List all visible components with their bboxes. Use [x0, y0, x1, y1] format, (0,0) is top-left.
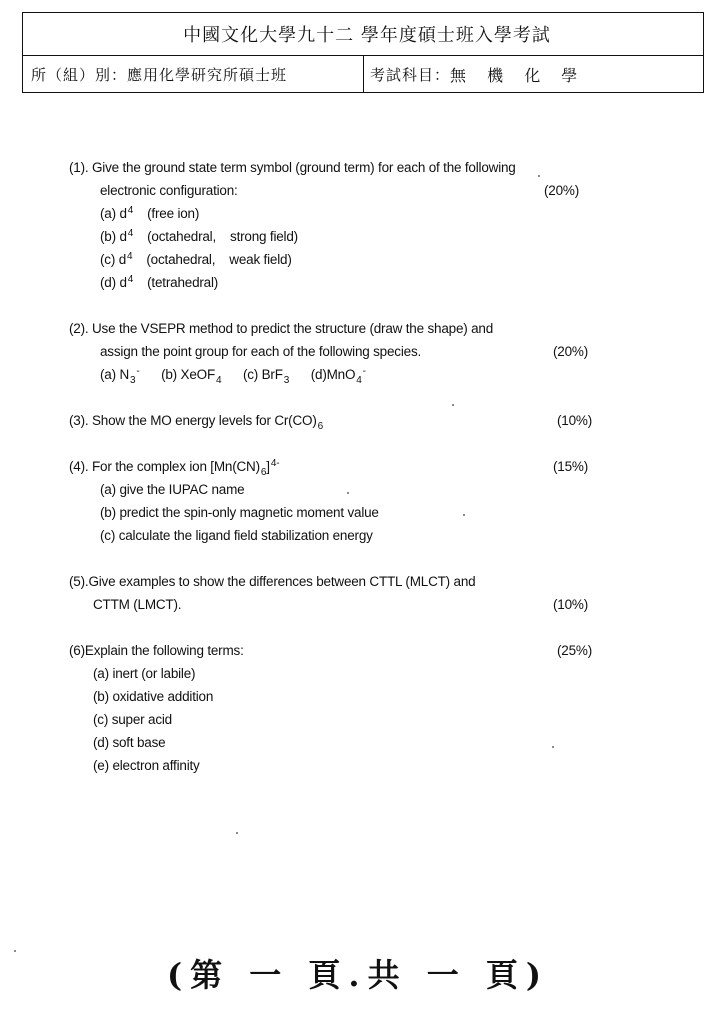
q5-line2: CTTM (LMCT).	[93, 597, 182, 612]
scan-speck	[552, 746, 554, 748]
q1-line2: electronic configuration:	[100, 183, 238, 198]
q2-percent: (20%)	[553, 344, 589, 359]
scan-speck	[538, 175, 540, 177]
q4-item-c: (c) calculate the ligand field stabilization energy	[100, 528, 373, 543]
q1-item-c: (c) $d^4$ (octahedral, weak field)	[100, 251, 292, 267]
q2-species-d: (d)MnO$_4$-	[310, 366, 366, 386]
page-footer: (第 一 頁.共 一 頁)	[167, 956, 549, 994]
q6-item-b: (b) oxidative addition	[93, 689, 214, 704]
department-cell	[23, 56, 364, 92]
q6-item-d: (d) soft base	[93, 735, 166, 750]
q4-item-b: (b) predict the spin-only magnetic moment value	[100, 505, 379, 520]
subject-cell	[364, 56, 703, 92]
q3-line: (3). Show the MO energy levels for $Cr(CO)_6$	[69, 413, 323, 432]
q5-percent: (10%)	[553, 597, 589, 612]
q1-percent: (20%)	[544, 183, 580, 198]
q2-species-c: (c) BrF$_3$	[242, 367, 290, 386]
q2-line2: assign the point group for each of the following species.	[100, 344, 422, 359]
exam-title: 中國文化大學九十二 學年度碩士班入學考試	[183, 25, 551, 46]
subject-label: 考試科目：	[370, 65, 451, 84]
q1-item-a: (a) $d^4$ (free ion)	[100, 205, 200, 221]
q4-item-a: (a) give the IUPAC name	[100, 482, 245, 497]
header-title-row	[23, 13, 703, 56]
department-label: 所（組）別：	[31, 65, 128, 84]
subject-value: 無 機 化 學	[450, 65, 586, 85]
q1-item-b: (b) $d^4$ (octahedral, strong field)	[100, 228, 298, 244]
q2-species-b: (b) XeOF$_4$	[161, 367, 222, 386]
q1-line1: (1). Give the ground state term symbol (ground term) for each of the following	[69, 160, 516, 175]
header-info-row	[23, 56, 703, 92]
q6-line1: (6)Explain the following terms:	[69, 643, 244, 658]
q6-item-e: (e) electron affinity	[93, 758, 200, 773]
scan-speck	[463, 514, 465, 516]
q2-line1: (2). Use the VSEPR method to predict the structure (draw the shape) and	[69, 321, 494, 336]
scan-speck	[347, 492, 349, 494]
exam-header-table	[22, 12, 704, 93]
q4-percent: (15%)	[553, 459, 589, 474]
q4-line: (4). For the complex ion $[Mn(CN)_6]^{4-}$	[69, 458, 280, 478]
q6-percent: (25%)	[557, 643, 593, 658]
q2-species	[100, 363, 366, 388]
q3-percent: (10%)	[557, 413, 593, 428]
scan-speck	[236, 832, 238, 834]
q2-species-a: (a) $N_3^-$	[100, 366, 140, 386]
scan-speck	[452, 404, 454, 406]
q6-item-a: (a) inert (or labile)	[93, 666, 196, 681]
q1-item-d: (d) $d^4$ (tetrahedral)	[100, 274, 219, 290]
department-value: 應用化學研究所碩士班	[127, 65, 288, 84]
q6-item-c: (c) super acid	[93, 712, 172, 727]
q5-line1: (5).Give examples to show the differences between CTTL (MLCT) and	[69, 574, 476, 589]
